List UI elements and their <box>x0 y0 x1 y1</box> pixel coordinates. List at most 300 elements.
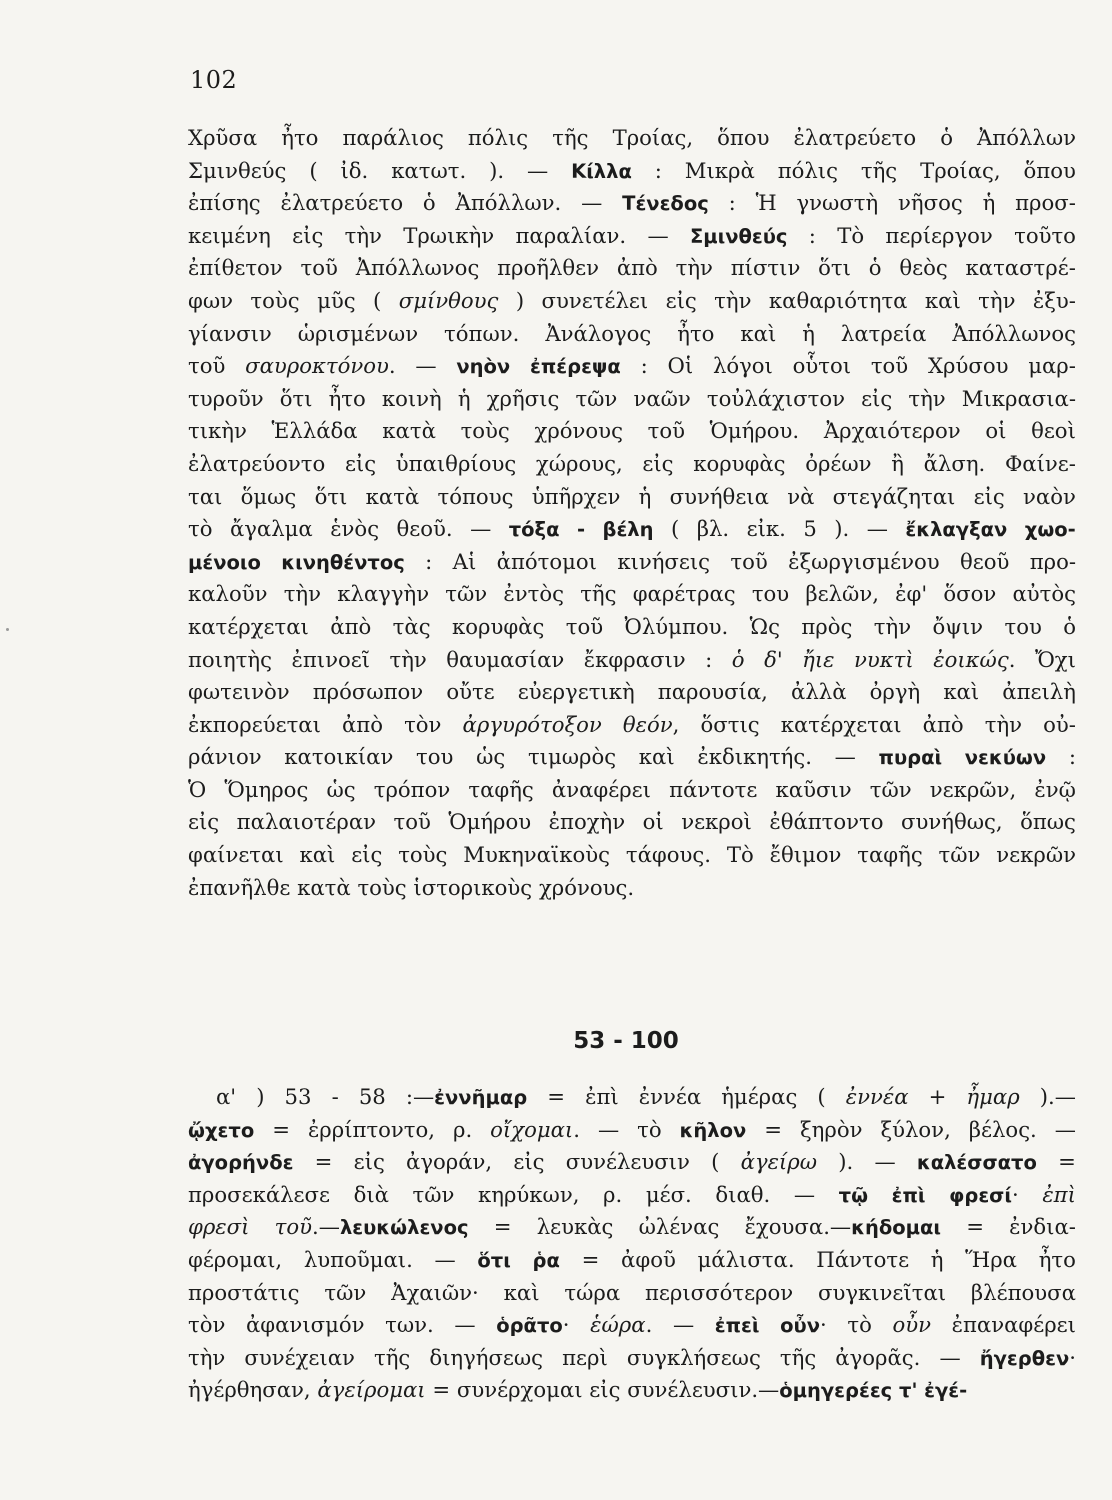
word <box>732 644 745 677</box>
text-run: καθαριότητα <box>768 287 908 313</box>
word <box>690 220 788 253</box>
word <box>885 220 992 253</box>
word <box>917 1146 1037 1179</box>
bold-lemma: κινηθέντος <box>281 550 405 574</box>
word <box>966 1081 1019 1114</box>
word <box>468 122 528 155</box>
text-run: ὀργὴ <box>869 679 921 705</box>
word <box>566 611 603 644</box>
word <box>566 1146 690 1179</box>
word <box>188 513 212 546</box>
text-run: οἱ <box>642 809 664 835</box>
text-run: Ἀχαιῶν· <box>391 1279 479 1305</box>
word <box>965 741 1046 774</box>
text-line <box>188 155 1076 188</box>
word <box>837 220 864 253</box>
word <box>750 611 780 644</box>
word <box>637 1114 661 1147</box>
word <box>275 1211 469 1244</box>
text-run: παραλίαν. <box>515 222 627 248</box>
word <box>1040 1081 1076 1114</box>
word <box>1025 513 1076 546</box>
text-run: ἀγοράν, <box>406 1149 493 1175</box>
word <box>537 1211 614 1244</box>
word <box>639 1081 701 1114</box>
text-run: ἦτο <box>677 320 715 346</box>
text-run: τῶν <box>324 1279 367 1305</box>
word <box>627 1374 892 1407</box>
word <box>747 513 786 546</box>
word <box>340 155 368 188</box>
text-run: : <box>808 222 816 248</box>
text-run: ἐλατρεύετο <box>280 190 404 216</box>
text-run: εἰς <box>861 385 893 411</box>
text-run: τὸν <box>404 711 442 737</box>
bold-lemma: ὁμηγερέες <box>779 1379 893 1403</box>
word <box>533 1244 560 1277</box>
word <box>931 1244 944 1277</box>
text-line <box>188 318 1076 351</box>
text-line <box>188 481 1076 514</box>
word <box>701 709 760 742</box>
text-run: τοῦ <box>188 353 226 379</box>
text-run: ( <box>711 1149 720 1175</box>
word <box>879 741 943 774</box>
word <box>839 1179 868 1212</box>
word <box>717 122 769 155</box>
word <box>188 350 225 383</box>
text-run: τὴν <box>283 581 321 607</box>
text-run: τὴν <box>675 255 713 281</box>
word <box>272 1114 290 1147</box>
text-run: ἐπινοεῖ <box>291 646 370 672</box>
text-run: στεγάζηται <box>832 483 956 509</box>
word <box>489 155 504 188</box>
word <box>639 741 675 774</box>
text-run: πρὸς <box>801 613 853 639</box>
text-run: ἡ <box>930 1246 944 1272</box>
text-run: τὴν <box>873 613 912 639</box>
word <box>188 187 261 220</box>
text-run: Τρωικὴν <box>403 222 495 248</box>
word <box>313 676 423 709</box>
text-run: κατωτ. <box>391 157 467 183</box>
text-run: ὡς <box>326 776 356 802</box>
text-run: κατέρχεται <box>780 711 902 737</box>
italic-text: τοῦ <box>274 1214 312 1240</box>
word <box>393 611 431 644</box>
word <box>835 1342 920 1375</box>
word <box>965 1244 1017 1277</box>
text-run: Ἀρχαιότερον <box>823 418 961 444</box>
text-run: ὅμως <box>240 483 297 509</box>
text-run: Ἑλλάδα <box>271 418 358 444</box>
text-run: Τροίας, <box>920 157 1001 183</box>
word <box>752 578 789 611</box>
word <box>642 448 673 481</box>
word <box>676 252 713 285</box>
text-run: : <box>728 190 736 216</box>
text-run: ἐθάπτοντο <box>769 809 884 835</box>
word <box>188 578 268 611</box>
word <box>244 1342 355 1375</box>
text-run: Ἀπόλλων. <box>455 190 562 216</box>
italic-text: σαυροκτόνου <box>245 353 389 379</box>
text-run: εἰς <box>188 809 220 835</box>
word <box>1033 285 1076 318</box>
text-run: · <box>1011 1181 1019 1207</box>
word <box>980 1342 1076 1375</box>
word <box>788 546 939 579</box>
text-run: · <box>562 1312 570 1338</box>
word <box>281 122 318 155</box>
word <box>769 285 908 318</box>
text-run: νεκροὶ <box>681 809 752 835</box>
word <box>680 1114 747 1147</box>
word <box>448 806 531 839</box>
text-run: κλαγγὴν <box>337 581 430 607</box>
text-run: νὰ <box>787 483 815 509</box>
word <box>966 252 1076 285</box>
word <box>1043 709 1076 742</box>
word <box>315 1146 333 1179</box>
text-line <box>188 122 1076 155</box>
text-run: νεκρῶν <box>996 842 1076 868</box>
text-run: ἄγαλμα <box>229 516 313 542</box>
word <box>874 1146 895 1179</box>
word <box>581 187 602 220</box>
text-run: . <box>573 1116 580 1142</box>
word <box>494 1211 512 1244</box>
word <box>497 252 599 285</box>
word <box>256 1081 264 1114</box>
text-run: οἱ <box>985 418 1007 444</box>
italic-text: οἴχομαι <box>490 1116 574 1142</box>
text-run: ). <box>838 1149 854 1175</box>
word <box>406 1081 527 1114</box>
text-run: ( <box>373 287 382 313</box>
text-run: τὴν <box>978 287 1016 313</box>
word <box>351 839 382 872</box>
text-run: περὶ <box>562 1344 608 1370</box>
text-run: θεοὶ <box>1031 418 1076 444</box>
word <box>188 220 271 253</box>
text-run: συνήθεια <box>669 483 769 509</box>
text-run: ἐπίθετον <box>188 255 283 281</box>
text-line <box>188 1309 1076 1342</box>
text-run: λευκὰς <box>536 1214 614 1240</box>
commentary-paragraph-1 <box>188 122 1076 904</box>
text-run: εἰς <box>973 483 1005 509</box>
word <box>1055 1114 1076 1147</box>
word <box>509 513 560 546</box>
text-line <box>188 1114 1076 1147</box>
word <box>326 774 355 807</box>
text-line <box>188 383 1076 416</box>
word <box>382 415 436 448</box>
bold-lemma: ὁρᾶτο <box>496 1314 563 1338</box>
text-run: ὁ <box>422 190 436 216</box>
word <box>924 1374 967 1407</box>
text-run: καλοῦν <box>188 581 268 607</box>
text-run: περισσότερον <box>645 1279 794 1305</box>
word <box>547 1081 565 1114</box>
word <box>802 318 815 351</box>
word <box>707 383 845 416</box>
word <box>357 872 406 905</box>
text-run: προσεκάλεσε <box>188 1181 330 1207</box>
word <box>764 644 783 677</box>
word <box>787 481 814 514</box>
text-run: ἢ <box>891 450 904 476</box>
word <box>497 546 597 579</box>
bold-lemma: τ' <box>899 1379 918 1403</box>
italic-text: ἐοικώς <box>933 646 1009 672</box>
word <box>776 774 852 807</box>
text-run: τὰς <box>392 613 431 639</box>
word <box>280 383 313 416</box>
section-heading: 53 - 100 <box>573 1028 679 1054</box>
text-run: ἀπὸ <box>616 255 658 281</box>
word <box>928 350 1009 383</box>
text-run: ἐρρίπτοντο, <box>307 1116 436 1142</box>
word <box>854 644 914 677</box>
text-run: εἰς <box>513 1149 545 1175</box>
text-run: τὴν <box>344 222 382 248</box>
text-run: ).— <box>1039 1084 1076 1109</box>
word <box>655 155 662 188</box>
text-run: τοῦτο <box>1014 222 1076 248</box>
text-run: τοῦ <box>647 418 685 444</box>
word <box>833 481 956 514</box>
page-number: 102 <box>190 66 238 94</box>
word <box>671 513 679 546</box>
word <box>396 448 516 481</box>
text-line <box>188 1244 1076 1277</box>
text-run: τῶν <box>412 1181 455 1207</box>
word <box>356 252 480 285</box>
word <box>930 774 1016 807</box>
text-run: πόλις <box>467 125 529 150</box>
text-run: συγκινεῖται <box>818 1279 947 1305</box>
text-run: .— <box>312 1214 340 1240</box>
text-run: τόπους <box>437 483 514 509</box>
text-run: ταφῆς <box>857 842 923 868</box>
bold-lemma: ἀγορήνδε <box>188 1151 294 1175</box>
word <box>391 155 466 188</box>
text-run: ξηρὸν <box>800 1116 863 1142</box>
text-run: συνέρχομαι <box>456 1377 583 1403</box>
text-run: Ἥρα <box>965 1246 1017 1272</box>
word <box>899 1374 917 1407</box>
text-run: Σμινθεύς <box>188 157 287 183</box>
text-run: ἐπίσης <box>188 190 261 216</box>
word <box>666 285 697 318</box>
word <box>589 1374 620 1407</box>
text-line <box>188 578 1076 611</box>
text-run: — <box>434 1246 456 1272</box>
word <box>895 578 927 611</box>
word <box>188 448 325 481</box>
text-run: ἀπὸ <box>922 711 964 737</box>
word <box>645 1277 793 1310</box>
text-line <box>188 644 1076 677</box>
italic-text: ἀγείρω <box>740 1149 817 1175</box>
word <box>458 383 471 416</box>
word <box>490 1114 580 1147</box>
word <box>241 481 297 514</box>
word <box>966 1211 984 1244</box>
italic-text: ὁ <box>731 646 745 672</box>
text-run: τὴν <box>984 711 1023 737</box>
text-run: ἐντὸς <box>503 581 564 607</box>
text-line <box>188 448 1076 481</box>
word <box>413 872 532 905</box>
word <box>536 448 623 481</box>
word <box>575 383 617 416</box>
text-run: τὸ <box>637 1116 662 1142</box>
word <box>237 806 376 839</box>
word <box>463 839 610 872</box>
word <box>406 1146 492 1179</box>
bold-lemma: ἐγέ- <box>924 1379 968 1403</box>
text-run: νῆσος <box>898 190 963 216</box>
text-run: φωτεινὸν <box>188 679 290 705</box>
word <box>977 122 1076 155</box>
italic-text: ἦμαρ <box>966 1084 1020 1109</box>
word <box>1031 415 1076 448</box>
bold-lemma: κήδομαι <box>851 1216 941 1240</box>
word <box>711 1146 719 1179</box>
text-run: συνέλευσιν <box>565 1149 690 1175</box>
italic-text: οὖν <box>892 1312 931 1338</box>
text-run: προστάτις <box>188 1279 300 1305</box>
word <box>705 644 712 677</box>
word <box>425 546 432 579</box>
bold-lemma: πυραὶ <box>878 746 943 770</box>
word <box>880 1114 950 1147</box>
text-run: θεοῦ. <box>396 516 453 542</box>
word <box>1012 578 1076 611</box>
text-run: ὡρισμένων <box>297 320 419 346</box>
word <box>1042 1179 1076 1212</box>
text-run: τῆς <box>552 125 589 150</box>
text-run: Μυκηναϊκοὺς <box>463 842 611 868</box>
italic-text: φρεσὶ <box>188 1214 250 1240</box>
text-run: ( <box>309 157 318 183</box>
word <box>803 513 816 546</box>
bold-lemma: ῥα <box>532 1248 560 1272</box>
italic-text: θεόν <box>622 711 673 737</box>
text-run: προσ- <box>1015 190 1076 216</box>
word <box>818 1277 946 1310</box>
word <box>382 383 442 416</box>
text-run: φων <box>188 287 233 313</box>
text-run: — <box>939 1344 961 1370</box>
text-run: τοὺς <box>398 842 448 868</box>
text-run: ναὸν <box>1023 483 1076 509</box>
text-run: πρόσωπον <box>312 679 424 705</box>
text-run: συνέχειαν <box>244 1344 355 1370</box>
word <box>685 155 755 188</box>
word <box>308 1114 435 1147</box>
word <box>867 513 888 546</box>
word <box>670 481 769 514</box>
word <box>585 1081 619 1114</box>
text-run: ὅσον <box>943 581 997 607</box>
text-run: ) <box>256 1084 265 1109</box>
word <box>394 806 431 839</box>
text-run: ἄλση. <box>923 450 986 476</box>
word <box>487 383 560 416</box>
text-run: ἀπὸ <box>342 711 383 737</box>
text-run: κοινὴ <box>381 385 442 411</box>
word <box>797 187 879 220</box>
italic-text: νυκτὶ <box>854 646 914 672</box>
bold-lemma: τόξα <box>508 518 560 542</box>
text-run: τοῦ <box>870 353 909 379</box>
text-run: = <box>493 1214 512 1240</box>
word <box>188 1211 249 1244</box>
word <box>463 709 602 742</box>
word <box>315 481 348 514</box>
word <box>188 741 262 774</box>
word <box>781 709 902 742</box>
bold-lemma: ἐπὶ <box>891 1183 926 1207</box>
italic-text: δ' <box>764 646 783 672</box>
text-run: ὑπαιθρίους <box>395 450 517 476</box>
bold-lemma: φρεσί <box>949 1183 1012 1207</box>
word <box>971 1277 1076 1310</box>
text-run: ὁ <box>868 255 882 281</box>
word <box>516 220 627 253</box>
text-run: ἐποχὴν <box>548 809 626 835</box>
word <box>470 513 491 546</box>
word <box>477 1244 510 1277</box>
word <box>817 1081 825 1114</box>
text-run: Χρύσου <box>927 353 1009 379</box>
text-run: τοῦ <box>300 255 338 281</box>
word <box>188 318 272 351</box>
word <box>542 285 649 318</box>
text-run: . <box>1008 646 1016 672</box>
text-run: ἀπὸ <box>330 613 372 639</box>
word <box>404 709 441 742</box>
text-run: κατὰ <box>297 874 351 900</box>
word <box>423 187 436 220</box>
bold-lemma: βέλη <box>602 518 654 542</box>
text-run: Ὅμηρος <box>224 776 309 802</box>
bold-lemma: ἐπέρεψα <box>529 355 621 379</box>
text-run: = <box>547 1084 566 1109</box>
text-run: ὁ <box>940 125 953 150</box>
text-run: τὴν <box>188 1344 226 1370</box>
text-run: τικὴν <box>188 418 247 444</box>
word <box>602 513 653 546</box>
text-line <box>188 1146 1076 1179</box>
text-run: ἡ <box>802 320 815 346</box>
text-run: ὀρέων <box>805 450 872 476</box>
text-run: κατὰ <box>382 418 436 444</box>
word <box>435 1244 456 1277</box>
text-run: · <box>819 1312 827 1338</box>
word <box>978 285 1015 318</box>
word <box>188 252 283 285</box>
word <box>1063 611 1076 644</box>
word <box>727 839 754 872</box>
text-run: τῆς <box>860 157 898 183</box>
text-run: Τροίας, <box>612 125 694 150</box>
